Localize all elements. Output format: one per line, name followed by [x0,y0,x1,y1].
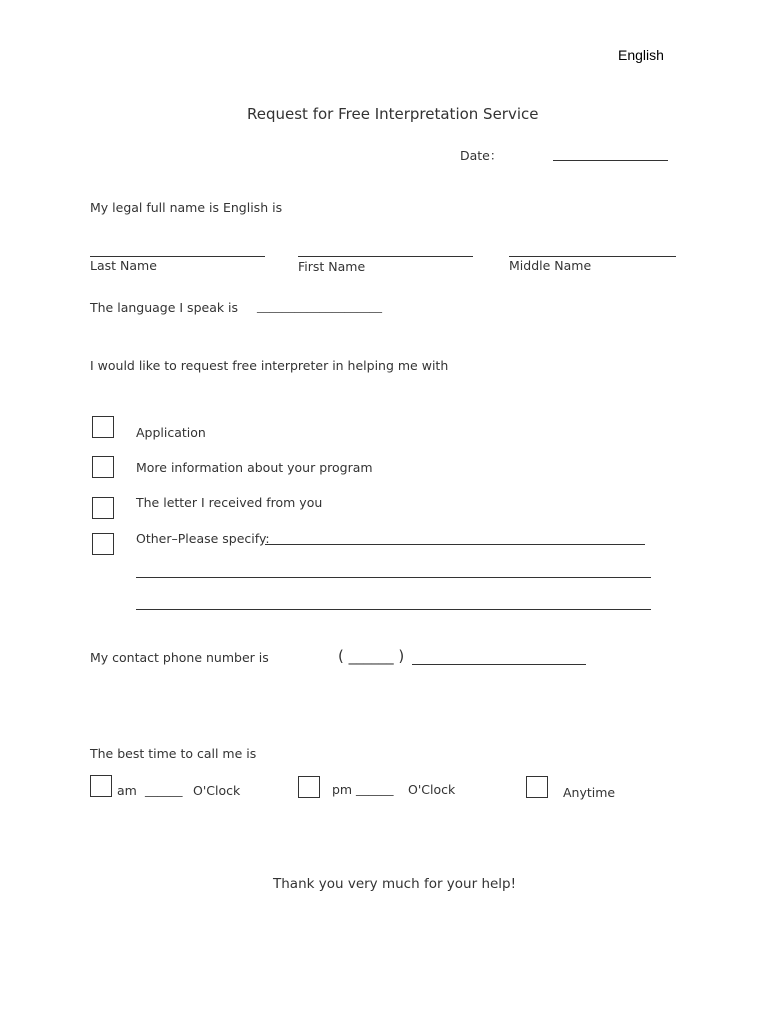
language-field[interactable]: ____________________ [257,298,382,313]
application-option-label: Application [136,425,206,440]
first-name-label: First Name [298,259,366,274]
phone-prompt: My contact phone number is [90,650,269,665]
am-label: am [117,783,137,798]
form-title: Request for Free Interpretation Service [247,105,539,123]
date-label: Date： [460,148,503,163]
middle-name-field[interactable] [509,256,676,257]
pm-time-field[interactable]: ______ [356,781,394,796]
language-prompt: The language I speak is [90,300,239,315]
anytime-label: Anytime [563,785,616,800]
phone-number-field[interactable] [412,664,586,665]
thank-you-note: Thank you very much for your help! [273,876,517,892]
more-info-checkbox[interactable] [92,456,114,478]
pm-label: pm [332,782,353,797]
other-checkbox[interactable] [92,533,114,555]
anytime-checkbox[interactable] [526,776,548,798]
application-checkbox[interactable] [92,416,114,438]
request-prompt: I would like to request free interpreter in helping me with [90,358,449,373]
language-label: English [618,47,664,63]
letter-option-label: The letter I received from you [136,495,323,510]
first-name-field[interactable] [298,256,473,257]
am-checkbox[interactable] [90,775,112,797]
legal-name-prompt: My legal full name is English is [90,200,283,215]
phone-area-code-field[interactable]: ( ______ ) [338,647,405,665]
middle-name-label: Middle Name [509,258,592,273]
other-specify-line-2[interactable] [136,577,651,578]
pm-checkbox[interactable] [298,776,320,798]
other-option-label: Other–Please specify: [136,531,270,546]
more-info-option-label: More information about your program [136,460,373,475]
other-specify-line-3[interactable] [136,609,651,610]
am-time-field[interactable]: ______ [145,782,183,797]
last-name-label: Last Name [90,258,157,273]
date-field[interactable] [553,160,668,161]
other-specify-field[interactable] [265,544,645,545]
best-time-prompt: The best time to call me is [90,746,257,761]
am-oclock-label: O'Clock [193,783,241,798]
last-name-field[interactable] [90,256,265,257]
pm-oclock-label: O'Clock [408,782,456,797]
letter-checkbox[interactable] [92,497,114,519]
